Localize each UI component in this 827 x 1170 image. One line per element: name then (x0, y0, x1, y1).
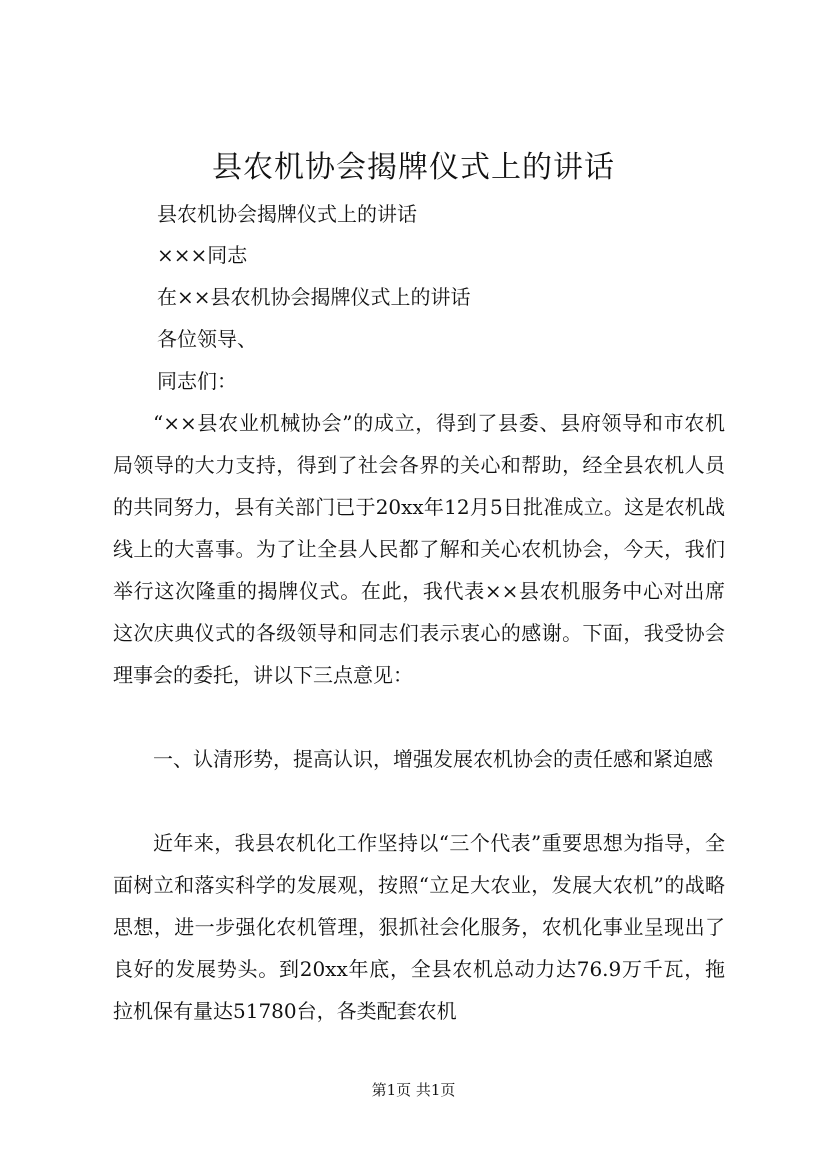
author-line: ×××同志 (157, 243, 248, 267)
section-heading: 一、认清形势，提高认识，增强发展农机协会的责任感和紧迫感 (153, 747, 713, 771)
paragraph-recent-years: 近年来，我县农机化工作坚持以“三个代表”重要思想为指导，全面树立和落实科学的发展观，按照“立足大农业，发展大农机”的战略思想，进一步强化农机管理，狠抓社会化服务，农机化事业呈现出了良好的发展势头。到20xx年底，全县农机总动力达76.9万千瓦，拖拉机保有量达51780台，各类配套农机 (113, 831, 725, 1023)
salutation-line-2: 同志们： (157, 369, 237, 393)
salutation-line-1: 各位领导、 (157, 327, 257, 351)
page-footer: 第1页 共1页 (371, 1081, 456, 1099)
subtitle-line: 县农机协会揭牌仪式上的讲话 (157, 202, 417, 226)
speech-heading-line: 在××县农机协会揭牌仪式上的讲话 (157, 285, 471, 309)
paragraph-intro: “××县农业机械协会”的成立，得到了县委、县府领导和市农机局领导的大力支持，得到了社会各界的关心和帮助，经全县农机人员的共同努力，县有关部门已于20xx年12月5日批准成立。这是农机战线上的大喜事。为了让全县人民都了解和关心农机协会，今天，我们举行这次隆重的揭牌仪式。在此，我代表××县农机服务中心对出席这次庆典仪式的各级领导和同志们表示衷心的感谢。下面，我受协会理事会的委托，讲以下三点意见： (113, 411, 725, 687)
document-title: 县农机协会揭牌仪式上的讲话 (212, 150, 615, 185)
